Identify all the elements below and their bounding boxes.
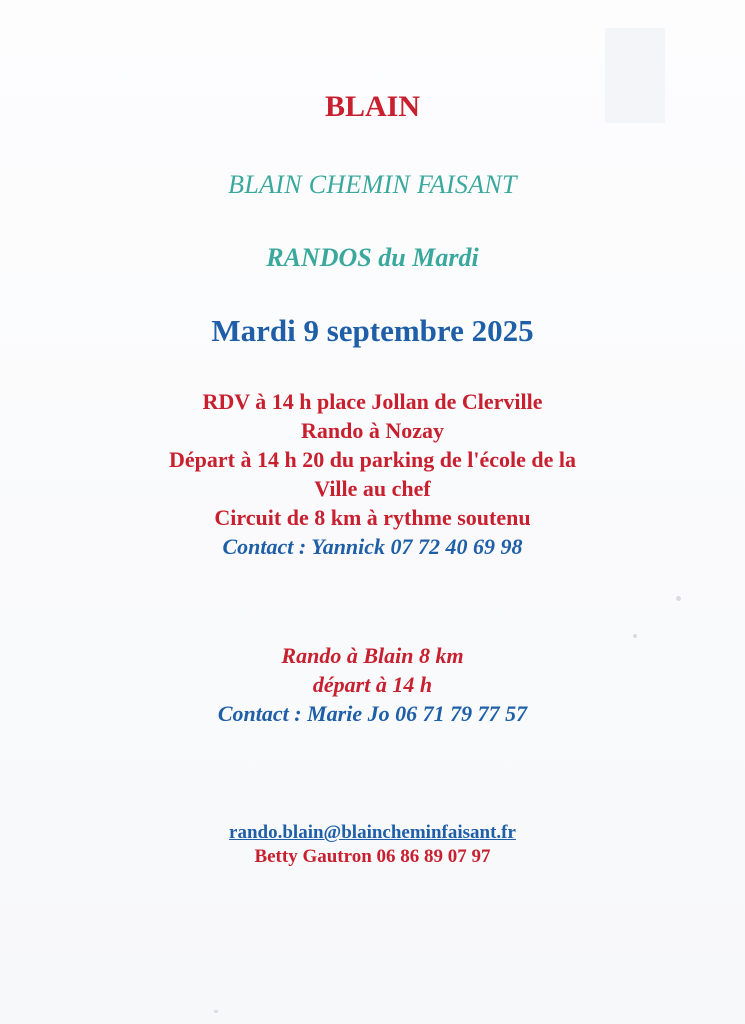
circuit-info: Circuit de 8 km à rythme soutenu (214, 505, 531, 530)
outing-date: Mardi 9 septembre 2025 (211, 313, 534, 348)
destination: Rando à Nozay (300, 418, 444, 443)
blain-contact: Contact : Marie Jo 06 71 79 77 57 (217, 701, 528, 726)
club-name: BLAIN CHEMIN FAISANT (228, 170, 517, 199)
series-title: RANDOS du Mardi (266, 243, 479, 272)
main-outing-block (0, 387, 745, 561)
meeting-point: RDV à 14 h place Jollan de Clerville (202, 389, 543, 414)
blain-departure: départ à 14 h (312, 672, 433, 697)
paper-speck (633, 634, 637, 638)
paper-speck (676, 596, 681, 601)
town-title: BLAIN (324, 90, 421, 123)
paper-speck (214, 1010, 218, 1013)
blain-outing-block (0, 641, 745, 728)
organizer-contact: Betty Gautron 06 86 89 07 97 (254, 846, 491, 867)
blain-outing-title: Rando à Blain 8 km (281, 643, 464, 668)
departure-line-2: Ville au chef (314, 476, 431, 501)
departure-line-1: Départ à 14 h 20 du parking de l'école de la (168, 447, 576, 472)
contact-email-link[interactable]: rando.blain@blaincheminfaisant.fr (229, 822, 516, 843)
main-contact: Contact : Yannick 07 72 40 69 98 (222, 534, 523, 559)
